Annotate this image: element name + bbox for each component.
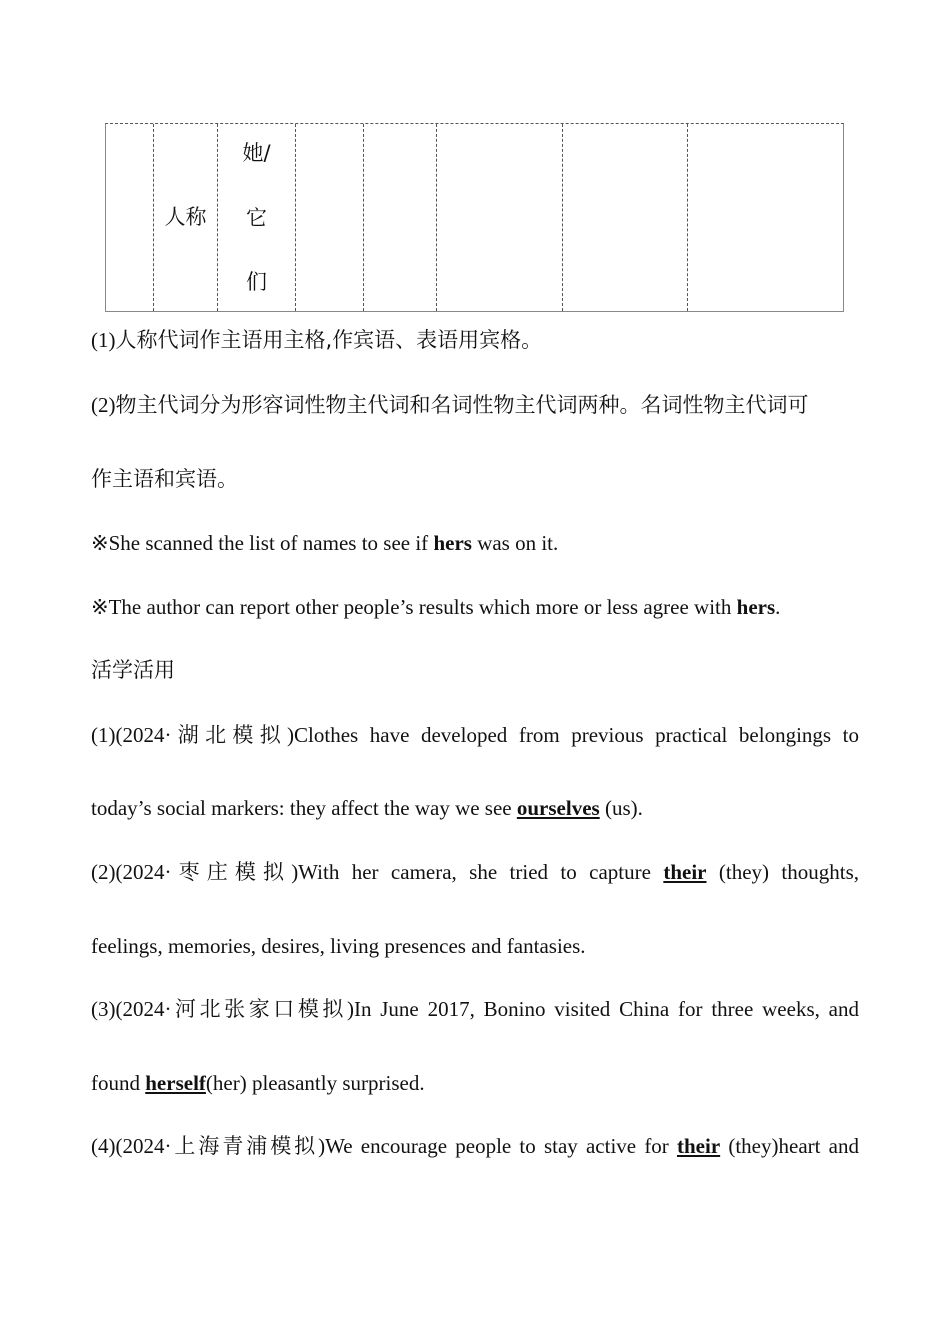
item-text: )With her camera, she tried to capture	[291, 860, 664, 884]
note-2-line-2: 作主语和宾语。	[91, 467, 238, 491]
table-cell-pronoun-line: 们	[246, 270, 267, 294]
note-1	[91, 325, 859, 355]
example-bold: hers	[736, 595, 776, 619]
item-source: 上海青浦模拟	[171, 1134, 319, 1158]
item-text: today’s social markers: they affect the way we see	[91, 796, 517, 820]
item-text: )We encourage people to stay active for	[318, 1134, 677, 1158]
example-text: .	[775, 595, 781, 619]
table-divider	[295, 124, 296, 311]
practice-item-4-line-1	[91, 1131, 859, 1161]
item-text: found	[91, 1071, 146, 1095]
answer-blank: ourselves	[516, 796, 600, 820]
practice-item-2-line-1	[91, 857, 859, 887]
answer-blank: herself	[145, 1071, 206, 1095]
item-source: 枣庄模拟	[171, 860, 292, 884]
item-text: (us).	[599, 796, 643, 820]
table-cell-person-label: 人称	[164, 205, 207, 229]
table-cell-pronoun-line: 它	[246, 206, 267, 230]
answer-blank: their	[677, 1134, 721, 1158]
table-divider	[562, 124, 563, 311]
item-text: (they)heart and	[720, 1134, 859, 1158]
note-text: 物主代词分为形容词性物主代词和名词性物主代词两种。名词性物主代词可	[115, 393, 809, 417]
example-2	[91, 592, 859, 622]
example-1	[91, 528, 859, 558]
item-number: (4)(2024·	[91, 1134, 172, 1158]
table-cell-pronoun-line: 她/	[242, 141, 271, 165]
practice-item-3-line-1	[91, 994, 859, 1024]
example-bold: hers	[433, 531, 472, 555]
item-number: (3)(2024·	[91, 997, 172, 1021]
item-text: (her) pleasantly surprised.	[205, 1071, 425, 1095]
answer-blank: their	[663, 860, 707, 884]
note-text: 人称代词作主语用主格,作宾语、表语用宾格。	[115, 328, 543, 352]
pronoun-table-fragment	[105, 123, 844, 312]
note-number: (2)	[91, 393, 116, 417]
item-text: (they) thoughts,	[706, 860, 860, 884]
item-text: )In June 2017, Bonino visited China for three weeks, and	[346, 997, 859, 1021]
example-text: ※She scanned the list of names to see if	[91, 531, 434, 555]
practice-item-1-line-2	[91, 793, 859, 823]
table-divider	[436, 124, 437, 311]
table-divider	[687, 124, 688, 311]
item-source: 河北张家口模拟	[171, 997, 347, 1021]
item-source: 湖北模拟	[171, 723, 288, 747]
practice-item-3-line-2	[91, 1068, 859, 1098]
item-number: (2)(2024·	[91, 860, 172, 884]
example-text: was on it.	[471, 531, 559, 555]
item-text: )Clothes have developed from previous practical belongings to	[287, 723, 859, 747]
practice-item-2-line-2: feelings, memories, desires, living presences and fantasies.	[91, 934, 586, 958]
practice-heading: 活学活用	[91, 658, 175, 682]
example-text: ※The author can report other people’s results which more or less agree with	[91, 595, 737, 619]
note-2-line-1	[91, 390, 859, 420]
table-divider	[363, 124, 364, 311]
item-number: (1)(2024·	[91, 723, 172, 747]
note-number: (1)	[91, 328, 116, 352]
practice-item-1-line-1	[91, 720, 859, 750]
